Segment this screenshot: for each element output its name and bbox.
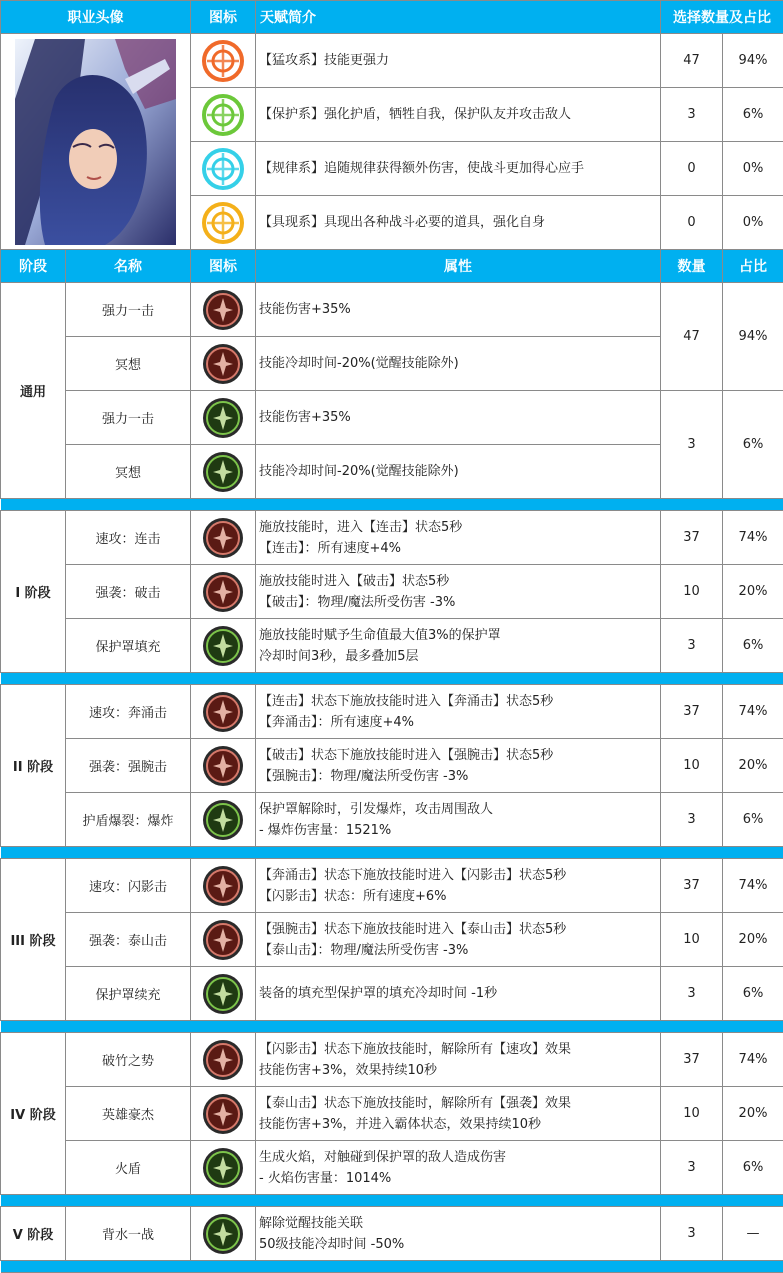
skill-ratio: 20% [723,913,783,967]
talent-icon-cell [191,34,256,88]
count-header: 数量 [661,250,723,283]
skill-name: 保护罩填充 [66,619,191,673]
attribute-line: 技能冷却时间-20%(觉醒技能除外) [259,353,660,374]
attribute-line: 【强腕击】：物理/魔法所受伤害 -3% [259,766,660,787]
attribute-line: 装备的填充型保护罩的填充冷却时间 -1秒 [259,983,660,1004]
skill-ratio: 20% [723,565,783,619]
group-ratio: 94% [723,283,783,391]
skill-icon-cell [191,913,256,967]
stage-label: 通用 [1,283,66,499]
talent-ratio: 0% [723,142,783,196]
skill-count: 10 [661,739,723,793]
skill-row [1,913,783,967]
name-header: 名称 [66,250,191,283]
attribute-cell [256,739,661,793]
attribute-line: 【连击】状态下施放技能时进入【奔涌击】状态5秒 [259,691,660,712]
attribute-cell [256,511,661,565]
skill-name: 强力一击 [66,283,191,337]
strong-wrist-icon [202,745,244,787]
stage-label: III 阶段 [1,859,66,1021]
separator-bar [1,1195,783,1207]
attribute-line: 解除觉醒技能关联 [259,1213,660,1234]
skill-name: 背水一战 [66,1207,191,1261]
protection-icon [201,93,245,137]
talent-ratio: 0% [723,196,783,250]
surge-strike-icon [202,691,244,733]
skill-row [1,1141,783,1195]
attribute-line: - 爆炸伤害量：1521% [259,820,660,841]
attribute-cell [256,391,661,445]
talent-ratio: 6% [723,88,783,142]
fire-shield-icon [202,1147,244,1189]
skill-name: 火盾 [66,1141,191,1195]
attribute-line: 技能伤害+3%，效果持续10秒 [259,1060,660,1081]
skill-row [1,967,783,1021]
attribute-line: 【连击】：所有速度+4% [259,538,660,559]
separator-bar [1,499,783,511]
hero-icon [202,1093,244,1135]
rule-icon [201,147,245,191]
skill-name: 破竹之势 [66,1033,191,1087]
skill-ratio: 6% [723,793,783,847]
skill-ratio: 6% [723,967,783,1021]
skill-count: 3 [661,967,723,1021]
skill-row [1,859,783,913]
attribute-line: 【泰山击】状态下施放技能时，解除所有【强袭】效果 [259,1093,660,1114]
power-strike-icon [202,397,244,439]
skill-row [1,511,783,565]
shield-recharge-icon [202,973,244,1015]
skill-icon-cell [191,1141,256,1195]
skill-count: 10 [661,1087,723,1141]
attribute-line: 【破击】：物理/魔法所受伤害 -3% [259,592,660,613]
attribute-cell [256,1087,661,1141]
stage-label: II 阶段 [1,685,66,847]
attribute-line: 施放技能时进入【破击】状态5秒 [259,571,660,592]
skill-row [1,685,783,739]
skill-name: 速攻：连击 [66,511,191,565]
talent-row [1,34,783,88]
skill-count: 3 [661,793,723,847]
attribute-line: - 火焰伤害量：1014% [259,1168,660,1189]
attribute-line: 技能伤害+35% [259,407,660,428]
talent-icon-cell [191,88,256,142]
attribute-cell [256,685,661,739]
skill-row [1,1087,783,1141]
talent-ratio: 94% [723,34,783,88]
attribute-line: 【闪影击】状态：所有速度+6% [259,886,660,907]
attribute-header: 属性 [256,250,661,283]
skill-ratio: 74% [723,1033,783,1087]
skill-ratio: 74% [723,685,783,739]
talent-count: 0 [661,196,723,250]
manifest-icon [201,201,245,245]
attribute-line: 【强腕击】状态下施放技能时进入【泰山击】状态5秒 [259,919,660,940]
section-separator [1,1261,783,1273]
skill-count: 10 [661,565,723,619]
skill-row [1,793,783,847]
attribute-line: 技能冷却时间-20%(觉醒技能除外) [259,461,660,482]
skill-icon-cell [191,565,256,619]
skill-name: 强袭：泰山击 [66,913,191,967]
stage-label: IV 阶段 [1,1033,66,1195]
talent-description: 【保护系】强化护盾，牺牲自我，保护队友并攻击敌人 [256,88,661,142]
skill-row [1,1207,783,1261]
skill-count: 37 [661,859,723,913]
skill-ratio: 20% [723,739,783,793]
skill-name: 冥想 [66,445,191,499]
attribute-line: 【泰山击】：物理/魔法所受伤害 -3% [259,940,660,961]
icon-header: 图标 [191,1,256,34]
group-ratio: 6% [723,391,783,499]
separator-bar [1,1261,783,1273]
separator-bar [1,847,783,859]
skill-count: 3 [661,619,723,673]
skill-icon-cell [191,967,256,1021]
section-separator [1,847,783,859]
last-stand-icon [202,1213,244,1255]
separator-bar [1,673,783,685]
skill-ratio: 74% [723,511,783,565]
avatar-cell [1,34,191,250]
skill-icon-cell [191,511,256,565]
attribute-cell [256,565,661,619]
shield-fill-icon [202,625,244,667]
talent-description: 【具现系】具现出各种战斗必要的道具，强化自身 [256,196,661,250]
flash-shadow-icon [202,865,244,907]
talent-count: 0 [661,142,723,196]
attribute-line: 施放技能时赋予生命值最大值3%的保护罩 [259,625,660,646]
attribute-line: 【闪影击】状态下施放技能时，解除所有【速攻】效果 [259,1039,660,1060]
skill-icon-cell [191,1087,256,1141]
skill-count: 3 [661,1207,723,1261]
top-header-row [1,1,783,34]
attribute-line: 【奔涌击】状态下施放技能时进入【闪影击】状态5秒 [259,865,660,886]
skill-ratio: — [723,1207,783,1261]
break-strike-icon [202,571,244,613]
attribute-cell [256,619,661,673]
attribute-cell [256,337,661,391]
attribute-line: 技能伤害+35% [259,299,660,320]
class-portrait-image [15,39,176,245]
talent-count: 3 [661,88,723,142]
skill-name: 冥想 [66,337,191,391]
unstoppable-icon [202,1039,244,1081]
skill-icon-cell [191,1033,256,1087]
skill-icon-cell [191,739,256,793]
skill-name: 速攻：闪影击 [66,859,191,913]
group-count: 47 [661,283,723,391]
group-count: 3 [661,391,723,499]
skill-icon-cell [191,445,256,499]
stage-label: I 阶段 [1,511,66,673]
skill-count: 37 [661,511,723,565]
attribute-line: 50级技能冷却时间 -50% [259,1234,660,1255]
icon-header: 图标 [191,250,256,283]
skill-ratio: 6% [723,1141,783,1195]
skill-name: 强袭：破击 [66,565,191,619]
skill-count: 3 [661,1141,723,1195]
skill-ratio: 6% [723,619,783,673]
section-separator [1,499,783,511]
stage-header-row [1,250,783,283]
attribute-cell [256,913,661,967]
power-strike-icon [202,289,244,331]
ratio-header: 占比 [723,250,783,283]
skill-icon-cell [191,685,256,739]
attribute-line: 冷却时间3秒，最多叠加5层 [259,646,660,667]
stage-header: 阶段 [1,250,66,283]
combo-icon [202,517,244,559]
skill-row [1,619,783,673]
talent-header: 天赋简介 [256,1,661,34]
skill-row [1,283,783,337]
skill-row [1,565,783,619]
skill-icon-cell [191,619,256,673]
talent-count: 47 [661,34,723,88]
attribute-cell [256,1141,661,1195]
separator-bar [1,1021,783,1033]
attribute-line: 施放技能时，进入【连击】状态5秒 [259,517,660,538]
talent-icon-cell [191,196,256,250]
skill-row [1,739,783,793]
section-separator [1,1195,783,1207]
attribute-cell [256,1033,661,1087]
skill-icon-cell [191,283,256,337]
attribute-cell [256,859,661,913]
skill-name: 保护罩续充 [66,967,191,1021]
stage-label: V 阶段 [1,1207,66,1261]
skill-count: 10 [661,913,723,967]
meditation-icon [202,343,244,385]
skill-name: 护盾爆裂：爆炸 [66,793,191,847]
skill-icon-cell [191,1207,256,1261]
skill-name: 强袭：强腕击 [66,739,191,793]
skill-count: 37 [661,1033,723,1087]
talent-description: 【规律系】追随规律获得额外伤害，使战斗更加得心应手 [256,142,661,196]
count-ratio-header: 选择数量及占比 [661,1,783,34]
attribute-cell [256,793,661,847]
attribute-cell [256,967,661,1021]
skill-row [1,1033,783,1087]
attribute-cell [256,1207,661,1261]
avatar-header: 职业头像 [1,1,191,34]
attribute-line: 【奔涌击】：所有速度+4% [259,712,660,733]
skill-icon-cell [191,391,256,445]
skill-ratio: 20% [723,1087,783,1141]
section-separator [1,1021,783,1033]
attribute-cell [256,283,661,337]
skill-icon-cell [191,337,256,391]
skill-row [1,391,783,445]
skill-name: 速攻：奔涌击 [66,685,191,739]
shield-burst-icon [202,799,244,841]
skill-name: 强力一击 [66,391,191,445]
meditation-icon [202,451,244,493]
talent-description: 【猛攻系】技能更强力 [256,34,661,88]
skill-count: 37 [661,685,723,739]
attribute-line: 生成火焰，对触碰到保护罩的敌人造成伤害 [259,1147,660,1168]
skill-ratio: 74% [723,859,783,913]
fierce-attack-icon [201,39,245,83]
talent-icon-cell [191,142,256,196]
skill-name: 英雄豪杰 [66,1087,191,1141]
skill-icon-cell [191,793,256,847]
attribute-line: 保护罩解除时，引发爆炸，攻击周围敌人 [259,799,660,820]
skill-icon-cell [191,859,256,913]
attribute-line: 技能伤害+3%，并进入霸体状态，效果持续10秒 [259,1114,660,1135]
mountain-strike-icon [202,919,244,961]
section-separator [1,673,783,685]
attribute-line: 【破击】状态下施放技能时进入【强腕击】状态5秒 [259,745,660,766]
attribute-cell [256,445,661,499]
